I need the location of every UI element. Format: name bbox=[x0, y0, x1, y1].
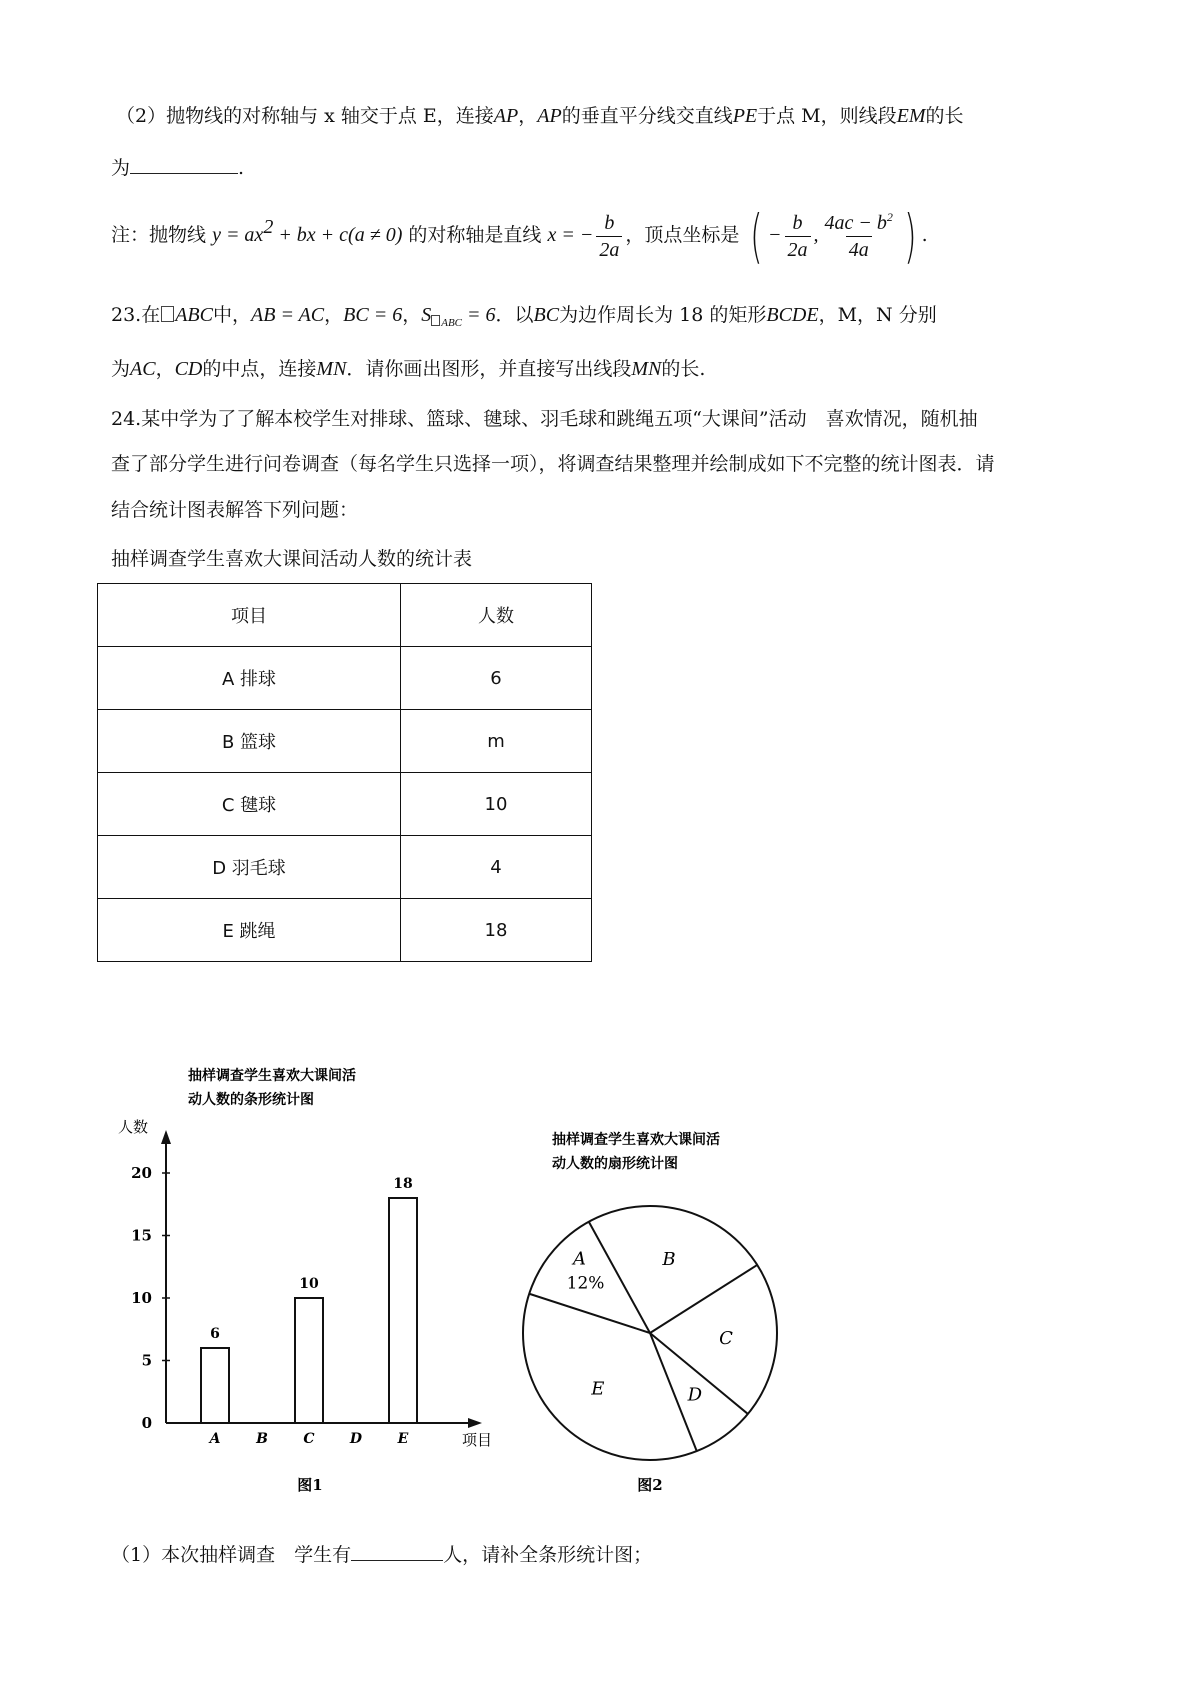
math-em: EM bbox=[896, 105, 926, 127]
bar-chart-xlabel: 项目 bbox=[462, 1431, 493, 1449]
left-paren: ( bbox=[750, 202, 763, 270]
q24-line2: 查了部分学生进行问卷调查（每名学生只选择一项），将调查结果整理并绘制成如下不完整的统计图表．请 bbox=[111, 453, 995, 475]
triangle-symbol-placeholder-small bbox=[431, 315, 440, 326]
math-bc: BC bbox=[533, 304, 560, 326]
period: . bbox=[921, 224, 928, 246]
frac-num bbox=[822, 210, 896, 236]
neg-sign: − bbox=[768, 224, 782, 246]
table-cell: 6 bbox=[401, 647, 592, 710]
q23-wei: 为 bbox=[111, 358, 131, 380]
note-label: 注：抛物线 bbox=[111, 224, 207, 246]
table-cell: C 毽球 bbox=[98, 773, 401, 836]
q22-part2-line2 bbox=[111, 153, 244, 181]
math-s-sub: ABC bbox=[441, 317, 463, 329]
math-mn: MN bbox=[316, 358, 347, 380]
triangle-symbol-placeholder bbox=[161, 306, 174, 322]
pie-label-E: E bbox=[591, 1378, 605, 1400]
q23-line1 bbox=[111, 302, 937, 328]
q23-text-2: 为边作周长为 18 的矩形 bbox=[559, 304, 767, 326]
bar-C bbox=[295, 1298, 323, 1423]
y-tick-label: 20 bbox=[131, 1164, 152, 1182]
y-tick-label: 0 bbox=[141, 1414, 152, 1432]
table-cell: 18 bbox=[401, 899, 592, 962]
q23-line2-end: ．请你画出图形，并直接写出线段 bbox=[346, 358, 632, 380]
math-cd: CD bbox=[174, 358, 203, 380]
pie-chart bbox=[510, 1120, 800, 1520]
bar-chart bbox=[100, 1060, 520, 1520]
table-row bbox=[98, 773, 592, 836]
note-mid: 的对称轴是直线 bbox=[408, 224, 542, 246]
table-header-cell: 项目 bbox=[98, 584, 401, 647]
table-title: 抽样调查学生喜欢大课间活动人数的统计表 bbox=[111, 548, 473, 570]
period: . bbox=[238, 157, 245, 179]
frac-den: 4a bbox=[846, 236, 872, 263]
q23-text: ．以 bbox=[495, 304, 534, 326]
stat-table bbox=[97, 583, 592, 962]
pie-chart-marks bbox=[523, 1206, 777, 1460]
q23-line2-end2: 的长. bbox=[661, 358, 706, 380]
pie-label-C: C bbox=[719, 1327, 733, 1349]
frac-num-text: 4ac − b bbox=[824, 211, 887, 234]
math-axis-x: x = − bbox=[547, 224, 594, 246]
table-cell: B 篮球 bbox=[98, 710, 401, 773]
math-ap: AP bbox=[493, 105, 519, 127]
q23-line2-mid: 的中点，连接 bbox=[202, 358, 317, 380]
bar-data-label: 6 bbox=[210, 1326, 220, 1342]
table-cell: D 羽毛球 bbox=[98, 836, 401, 899]
math-ab-eq-ac: AB = AC bbox=[251, 304, 325, 326]
comma: ， bbox=[518, 105, 538, 127]
answer-blank-em[interactable] bbox=[130, 153, 238, 174]
table-cell: m bbox=[401, 710, 592, 773]
bar-chart-title-line1: 抽样调查学生喜欢大课间活 bbox=[188, 1068, 356, 1084]
comma: ， bbox=[324, 304, 344, 326]
pie-label-A: A bbox=[573, 1248, 587, 1270]
q23-line2 bbox=[111, 356, 705, 382]
comma: ， bbox=[155, 358, 175, 380]
right-paren: ) bbox=[904, 202, 917, 270]
frac-den: 2a bbox=[785, 236, 811, 263]
bar-chart-marks bbox=[201, 1176, 417, 1423]
q24-question1 bbox=[111, 1540, 652, 1568]
q24-line1: 24.某中学为了了解本校学生对排球、篮球、毽球、羽毛球和跳绳五项“大课间”活动 喜欢情况，随机抽 bbox=[111, 408, 978, 430]
math-ac: AC bbox=[130, 358, 156, 380]
math-parabola-eq-2: + bx + c(a ≠ 0) bbox=[273, 224, 403, 246]
bar-data-label: 18 bbox=[393, 1176, 413, 1192]
superscript-2: 2 bbox=[263, 216, 274, 238]
q24-question1-text: （1）本次抽样调查 学生有 bbox=[111, 1544, 352, 1566]
q22-text-mid: 的垂直平分线交直线 bbox=[561, 105, 733, 127]
q22-note: 注：抛物线 $y = ax^2$ + bx + c(a ≠ 0) 的对称轴是直线 x = − $\frac{b}{2a}$ ，顶点坐标是 ( − $\frac{b}{2a}$ , $\frac{4ac - b^2}{4a}$ ) . bbox=[111, 202, 928, 270]
bar-chart-ylabel: 人数 bbox=[118, 1118, 149, 1136]
x-tick-label: D bbox=[349, 1431, 363, 1447]
pie-label-B: B bbox=[662, 1249, 676, 1271]
table-cell: 10 bbox=[401, 773, 592, 836]
pie-chart-title-line2: 动人数的扇形统计图 bbox=[552, 1156, 678, 1172]
frac-num: b bbox=[792, 211, 803, 234]
math-bcde: BCDE bbox=[766, 304, 819, 326]
math-parabola-eq: y = ax bbox=[212, 224, 264, 246]
table-row bbox=[98, 710, 592, 773]
superscript-2: 2 bbox=[886, 209, 893, 224]
math-bc-eq-6: BC = 6 bbox=[343, 304, 403, 326]
math-s: S bbox=[421, 304, 432, 326]
y-axis-arrow-icon bbox=[161, 1130, 171, 1144]
math-ap-2: AP bbox=[537, 105, 562, 127]
y-tick-label: 15 bbox=[131, 1226, 152, 1245]
y-tick-label: 10 bbox=[131, 1289, 152, 1307]
math-pe: PE bbox=[732, 105, 758, 127]
pie-chart-title-line1: 抽样调查学生喜欢大课间活 bbox=[552, 1132, 720, 1148]
q22-wei: 为 bbox=[111, 157, 131, 179]
q22-part2-line1 bbox=[116, 103, 964, 129]
bar-E bbox=[389, 1198, 417, 1423]
frac-b-2a bbox=[596, 210, 622, 263]
q24-question1-text-2: 人，请补全条形统计图； bbox=[443, 1544, 653, 1566]
x-tick-label: E bbox=[397, 1431, 409, 1447]
q22-text-mid2: 于点 M，则线段 bbox=[757, 105, 897, 127]
table-header-cell: 人数 bbox=[401, 584, 592, 647]
x-axis-arrow-icon bbox=[468, 1418, 482, 1428]
table-row bbox=[98, 836, 592, 899]
table-cell: E 跳绳 bbox=[98, 899, 401, 962]
table-cell: 4 bbox=[401, 836, 592, 899]
x-tick-label: B bbox=[256, 1431, 268, 1447]
q23-text-3: ，M，N 分别 bbox=[818, 304, 937, 326]
math-s-eq: = 6 bbox=[462, 304, 496, 326]
q22-text-end: 的长 bbox=[925, 105, 964, 127]
q23-zhong: 中， bbox=[213, 304, 252, 326]
table-cell: A 排球 bbox=[98, 647, 401, 710]
bar-chart-ticks bbox=[131, 1164, 409, 1447]
frac-vertex-x bbox=[785, 210, 811, 263]
q22-part2-text: （2）抛物线的对称轴与 x 轴交于点 E，连接 bbox=[116, 105, 494, 127]
table-header-row bbox=[98, 584, 592, 647]
pie-percent-A: 12% bbox=[566, 1273, 605, 1294]
comma: ， bbox=[402, 304, 422, 326]
note-vertex: ，顶点坐标是 bbox=[625, 224, 740, 246]
math-abc: ABC bbox=[175, 304, 213, 326]
pie-label-D: D bbox=[687, 1384, 703, 1406]
bar-chart-caption: 图1 bbox=[297, 1476, 323, 1494]
y-tick-label: 5 bbox=[141, 1351, 152, 1370]
bar-A bbox=[201, 1348, 229, 1423]
bar-chart-axes bbox=[161, 1130, 482, 1428]
q24-line3: 结合统计图表解答下列问题： bbox=[111, 499, 359, 521]
x-tick-label: C bbox=[303, 1431, 315, 1447]
q23-label: 23.在 bbox=[111, 304, 161, 326]
frac-vertex-y bbox=[822, 210, 896, 263]
x-tick-label: A bbox=[209, 1431, 221, 1447]
pie-slice-boundary bbox=[650, 1265, 757, 1333]
answer-blank-total[interactable] bbox=[351, 1540, 443, 1561]
frac-den: 2a bbox=[596, 236, 622, 263]
bar-data-label: 10 bbox=[299, 1276, 319, 1292]
math-mn-2: MN bbox=[631, 358, 662, 380]
frac-num: b bbox=[604, 211, 615, 234]
bar-chart-title-line2: 动人数的条形统计图 bbox=[188, 1092, 314, 1108]
area-subscript bbox=[431, 316, 462, 329]
table-row bbox=[98, 899, 592, 962]
pie-chart-caption: 图2 bbox=[637, 1476, 663, 1494]
table-row bbox=[98, 647, 592, 710]
